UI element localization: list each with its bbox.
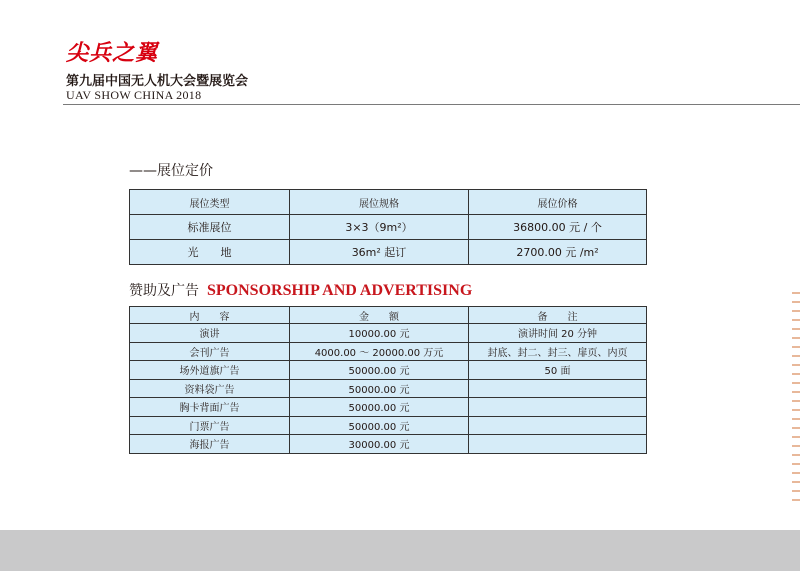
note-cell: 演讲时间 20 分钟 (469, 324, 647, 343)
item-cell: 海报广告 (130, 435, 290, 454)
item-cell: 资料袋广告 (130, 379, 290, 398)
note-cell: 50 面 (469, 361, 647, 380)
sponsorship-table (129, 306, 647, 454)
booth-pricing-table (129, 189, 647, 265)
table-row (130, 398, 647, 417)
item-cell: 胸卡背面广告 (130, 398, 290, 417)
note-cell (469, 416, 647, 435)
amount-cell: 50000.00 元 (290, 361, 469, 380)
booth-spec-cell: 36m² 起订 (290, 240, 469, 265)
table-row (130, 379, 647, 398)
amount-cell: 10000.00 元 (290, 324, 469, 343)
event-subtitle: UAV SHOW CHINA 2018 (66, 88, 202, 102)
column-header: 内 容 (130, 307, 290, 324)
column-header: 金 额 (290, 307, 469, 324)
event-title: 第九届中国无人机大会暨展览会 (66, 74, 249, 89)
table-row (130, 342, 647, 361)
sponsorship-title-en: SPONSORSHIP AND ADVERTISING (207, 282, 473, 299)
column-header: 展位规格 (290, 190, 469, 215)
table-row (130, 240, 647, 265)
booth-pricing-title: ——展位定价 (129, 163, 213, 179)
sponsorship-title (129, 280, 472, 300)
amount-cell: 30000.00 元 (290, 435, 469, 454)
table-row (130, 416, 647, 435)
table-header-row (130, 190, 647, 215)
brand-logo: 尖兵之翼 (66, 40, 159, 66)
note-cell (469, 379, 647, 398)
item-cell: 场外道旗广告 (130, 361, 290, 380)
note-cell (469, 398, 647, 417)
amount-cell: 50000.00 元 (290, 416, 469, 435)
booth-price-cell: 2700.00 元 /m² (469, 240, 647, 265)
amount-cell: 4000.00 ～ 20000.00 万元 (290, 342, 469, 361)
header-divider (63, 104, 800, 105)
column-header: 展位类型 (130, 190, 290, 215)
table-row (130, 324, 647, 343)
footer-band (0, 530, 800, 571)
booth-price-cell: 36800.00 元 / 个 (469, 215, 647, 240)
booth-spec-cell: 3×3（9m²） (290, 215, 469, 240)
column-header: 展位价格 (469, 190, 647, 215)
booth-type-cell: 光 地 (130, 240, 290, 265)
booth-type-cell: 标准展位 (130, 215, 290, 240)
table-row (130, 435, 647, 454)
table-row (130, 361, 647, 380)
amount-cell: 50000.00 元 (290, 379, 469, 398)
table-header-row (130, 307, 647, 324)
page-edge-tick-marks (792, 292, 800, 508)
column-header: 备 注 (469, 307, 647, 324)
note-cell: 封底、封二、封三、扉页、内页 (469, 342, 647, 361)
sponsorship-title-cn: 赞助及广告 (129, 283, 199, 299)
item-cell: 门票广告 (130, 416, 290, 435)
amount-cell: 50000.00 元 (290, 398, 469, 417)
note-cell (469, 435, 647, 454)
item-cell: 会刊广告 (130, 342, 290, 361)
item-cell: 演讲 (130, 324, 290, 343)
table-row (130, 215, 647, 240)
